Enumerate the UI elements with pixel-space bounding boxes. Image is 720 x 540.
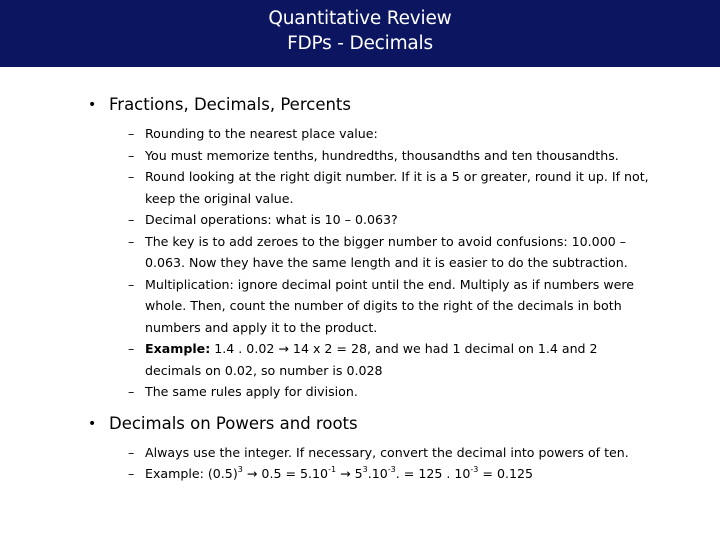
powers-rules-list bbox=[88, 442, 668, 485]
list-item-example: – Example: $(0.5)^3 \to 0.5 = 5.10^{-1} \to 5^3.10^{-3}$. = 125 . $10^{-3} = 0.125$ bbox=[88, 463, 650, 485]
arrow-right-icon: → bbox=[246, 466, 258, 481]
dash-icon: – bbox=[128, 341, 135, 356]
bullet-icon: • bbox=[88, 97, 97, 113]
list-item: – Always use the integer. If necessary, convert the decimal into powers of ten. bbox=[88, 442, 650, 464]
dash-icon: – bbox=[128, 212, 135, 227]
dash-icon: – bbox=[128, 169, 135, 184]
bullet-icon: • bbox=[88, 415, 97, 432]
list-item: – Rounding to the nearest place value: bbox=[88, 123, 650, 145]
dash-icon: – bbox=[128, 233, 135, 249]
list-item: – Round looking at the right digit number. If it is a 5 or greater, round it up. If not, keep the original value. bbox=[88, 166, 650, 209]
fdp-rules-list bbox=[88, 123, 668, 403]
slide-subtitle: FDPs - Decimals bbox=[287, 33, 433, 54]
dash-icon: – bbox=[128, 444, 135, 460]
list-item-example: – Example: 1.4 . 0.02 → 14 x 2 = 28, and we had 1 decimal on 1.4 and 2 decimals on 0.02, so number is 0.028 bbox=[88, 338, 650, 381]
list-item: – The key is to add zeroes to the bigger number to avoid confusions: 10.000 – 0.063. Now they have the same length and it is easier to do the subtraction. bbox=[88, 231, 650, 274]
list-item: – Decimal operations: what is 10 – 0.063? bbox=[88, 209, 650, 231]
dash-icon: – bbox=[128, 276, 135, 292]
list-item: – Multiplication: ignore decimal point until the end. Multiply as if numbers were whole. Then, count the number of digits to the right of the decimals in both numbers and apply it to the product. bbox=[88, 274, 650, 339]
dash-icon: – bbox=[128, 126, 135, 141]
slide-content bbox=[88, 94, 668, 485]
dash-icon: – bbox=[128, 147, 135, 163]
section-heading-fdp bbox=[88, 94, 668, 116]
dash-icon: – bbox=[128, 384, 135, 399]
slide-header bbox=[0, 0, 720, 67]
list-item: – You must memorize tenths, hundredths, thousandths and ten thousandths. bbox=[88, 145, 650, 167]
section-heading-powers bbox=[88, 413, 668, 435]
arrow-right-icon: → bbox=[278, 341, 289, 356]
arrow-right-icon: → bbox=[340, 466, 351, 481]
section-title: Decimals on Powers and roots bbox=[109, 413, 358, 433]
section-title: Fractions, Decimals, Percents bbox=[109, 95, 351, 114]
dash-icon: – bbox=[128, 466, 135, 481]
list-item: – The same rules apply for division. bbox=[88, 381, 650, 403]
slide-title: Quantitative Review bbox=[268, 8, 452, 29]
